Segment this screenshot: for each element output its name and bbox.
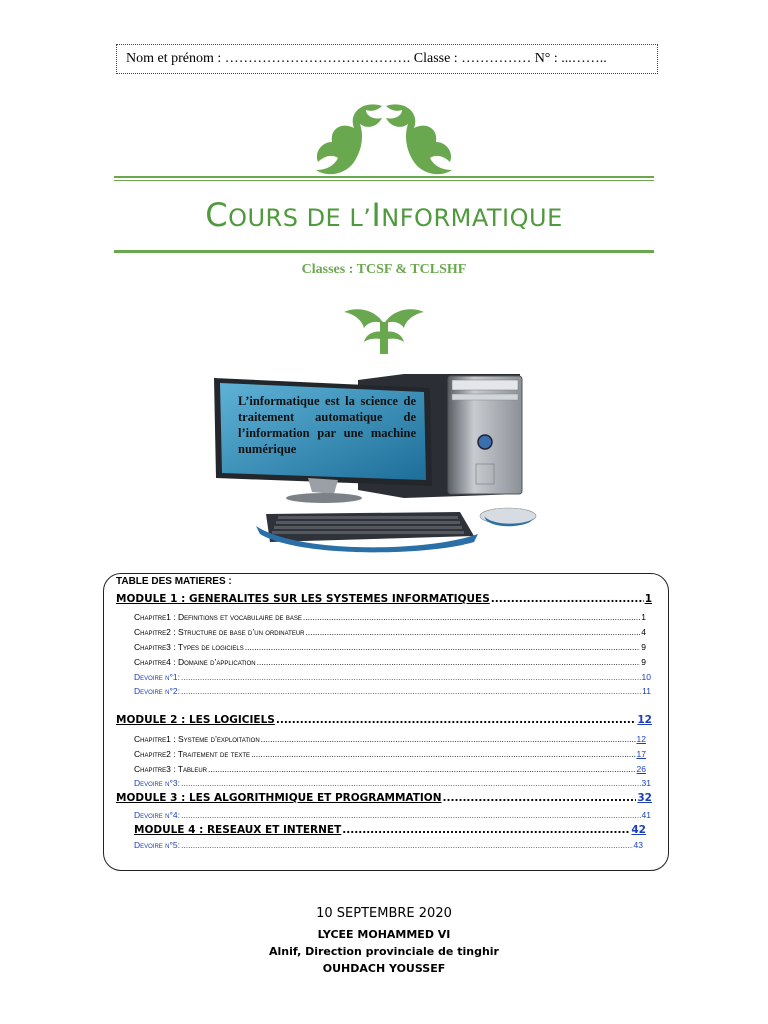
toc-devoir[interactable] [134, 840, 643, 850]
footer-date: 10 SEPTEMBRE 2020 [316, 906, 452, 921]
screen-definition-text: L’informatique est la science de traitement automatique de l’information par une machine numérique [238, 394, 416, 456]
title-rule-bottom [114, 248, 654, 253]
toc-chapter[interactable] [134, 749, 646, 759]
chapter-label: Chapitre1 : Systeme d’exploitation [134, 734, 260, 744]
devoir-page: 10 [641, 672, 651, 682]
toc-title: TABLE DES MATIERES : [116, 576, 232, 587]
devoir-page: 11 [642, 686, 651, 696]
toc-devoir[interactable] [134, 686, 651, 696]
chapter-page: 26 [636, 764, 646, 774]
devoir-label: Devoire n°4: [134, 810, 180, 820]
chapter-label: Chapitre2 : Structure de base d’un ordinateur [134, 627, 305, 637]
module-1-page: 1 [644, 593, 652, 605]
module-3-label: MODULE 3 : LES ALGORITHMIQUE ET PROGRAMMATION [116, 792, 442, 804]
toc-module-1[interactable] [116, 593, 652, 605]
toc-devoir[interactable] [134, 810, 651, 820]
toc-chapter[interactable] [134, 627, 646, 637]
chapter-page: 9 [641, 657, 646, 667]
chapter-page: 1 [641, 612, 646, 622]
chapter-label: Chapitre4 : Domaine d’application [134, 657, 256, 667]
module-1-label: MODULE 1 : GENERALITES SUR LES SYSTEMES INFORMATIQUES [116, 593, 490, 605]
chapter-page: 17 [636, 749, 646, 759]
name-class-field [116, 44, 658, 74]
chapter-label: Chapitre2 : Traitement de texte [134, 749, 251, 759]
chapter-page: 4 [641, 627, 646, 637]
devoir-page: 31 [641, 778, 651, 788]
classes-label: Classes : TCSF & TCLSHF [301, 262, 467, 277]
module-2-page: 12 [637, 714, 652, 726]
module-4-label: MODULE 4 : RESEAUX ET INTERNET [134, 824, 342, 836]
toc-chapter[interactable] [134, 657, 646, 667]
chapter-page: 12 [636, 734, 646, 744]
toc-devoir[interactable] [134, 672, 651, 682]
chapter-label: Chapitre1 : Definitions et vocabulaire de base [134, 612, 302, 622]
leaf-ornament-icon [304, 98, 464, 178]
title-part-2: NFORMATIQUE [381, 204, 563, 232]
chapter-label: Chapitre3 : Tableur [134, 764, 208, 774]
toc-module-3[interactable] [116, 792, 652, 804]
footer-location: Alnif, Direction provinciale de tinghir [269, 945, 499, 958]
title-initial-i: I [371, 196, 382, 234]
devoir-label: Devoire n°2: [134, 686, 180, 696]
devoir-page: 43 [633, 840, 643, 850]
toc-chapter[interactable] [134, 642, 646, 652]
devoir-page: 41 [641, 810, 651, 820]
toc-chapter[interactable] [134, 764, 646, 774]
toc-module-4[interactable] [134, 824, 646, 836]
module-3-page: 32 [637, 792, 652, 804]
chapter-label: Chapitre3 : Types de logiciels [134, 642, 244, 652]
devoir-label: Devoire n°3: [134, 778, 180, 788]
toc-devoir[interactable] [134, 778, 651, 788]
module-2-label: MODULE 2 : LES LOGICIELS [116, 714, 275, 726]
devoir-label: Devoire n°5: [134, 840, 180, 850]
toc-chapter[interactable] [134, 734, 646, 744]
name-class-text: Nom et prénom : …………………………………. Classe : …………… N° : ...…….. [126, 51, 607, 66]
title-part-1: OURS DE L’ [228, 204, 372, 232]
title-rule-top [114, 176, 654, 181]
page-title [114, 196, 654, 234]
toc-chapter[interactable] [134, 612, 646, 622]
footer-author: OUHDACH YOUSSEF [322, 962, 446, 975]
fleuron-icon [340, 304, 428, 356]
toc-module-2[interactable] [116, 714, 652, 726]
devoir-label: Devoire n°1: [134, 672, 180, 682]
chapter-page: 9 [641, 642, 646, 652]
footer-school: LYCEE MOHAMMED VI [317, 928, 451, 941]
title-initial-c: C [205, 196, 229, 234]
module-4-page: 42 [631, 824, 646, 836]
